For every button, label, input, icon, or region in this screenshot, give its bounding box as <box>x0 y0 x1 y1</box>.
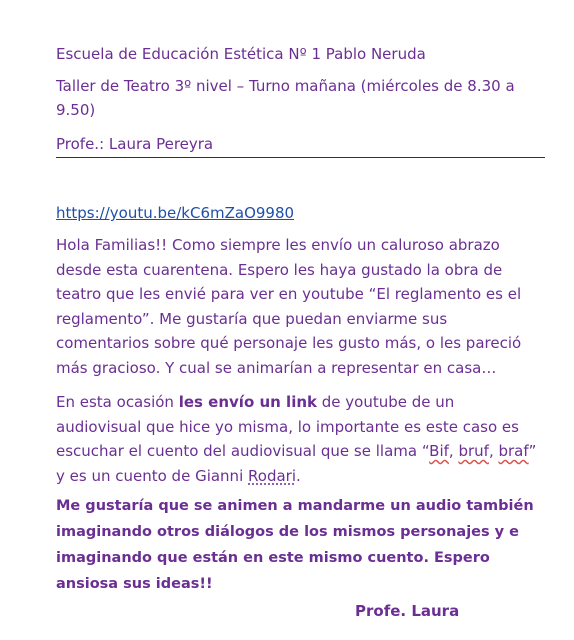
youtube-link[interactable]: https://youtu.be/kC6mZaO9980 <box>56 204 295 222</box>
school-name: Escuela de Educación Estética Nº 1 Pablo Neruda <box>56 45 426 63</box>
paragraph-text: ” y es un cuento de Gianni <box>56 442 537 485</box>
teacher-name: Profe.: Laura Pereyra <box>56 135 214 153</box>
paragraph-text: de youtube de un audiovisual que hice yo misma, lo importante es este caso es escuchar el cuento del audiovisual que se llama “ <box>56 393 519 461</box>
link-info-paragraph <box>56 390 538 488</box>
story-title-word: bruf <box>458 442 489 461</box>
signature: Profe. Laura <box>355 602 460 620</box>
story-title-word: braf <box>498 442 529 461</box>
bold-phrase: les envío un link <box>178 393 317 411</box>
header-divider <box>56 157 545 158</box>
paragraph-end: . <box>296 466 301 485</box>
document-header <box>56 42 546 156</box>
separator: , <box>488 442 499 461</box>
workshop-title: Taller de Teatro 3º nivel – Turno mañana (miércoles de 8.30 a 9.50) <box>56 77 515 119</box>
author-surname: Rodari <box>248 466 296 485</box>
paragraph-text: En esta ocasión <box>56 393 179 411</box>
separator: , <box>448 442 459 461</box>
story-title-word: Bif <box>429 442 449 461</box>
request-paragraph: Me gustaría que se animen a mandarme un audio también imaginando otros diálogos de los mismos personajes y e imaginando que están en este mismo cuento. Espero ansiosa sus ideas!! <box>56 498 534 592</box>
greeting-paragraph: Hola Familias!! Como siempre les envío un caluroso abrazo desde esta cuarentena. Espero les haya gustado la obra de teatro que les envié para ver en youtube “El reglamento es el reglamento”. Me gustaría que puedan enviarme sus comentarios sobre qué personaje les gusto más, o les pareció más gracioso. Y cual se animarían a representar en casa… <box>56 236 522 377</box>
